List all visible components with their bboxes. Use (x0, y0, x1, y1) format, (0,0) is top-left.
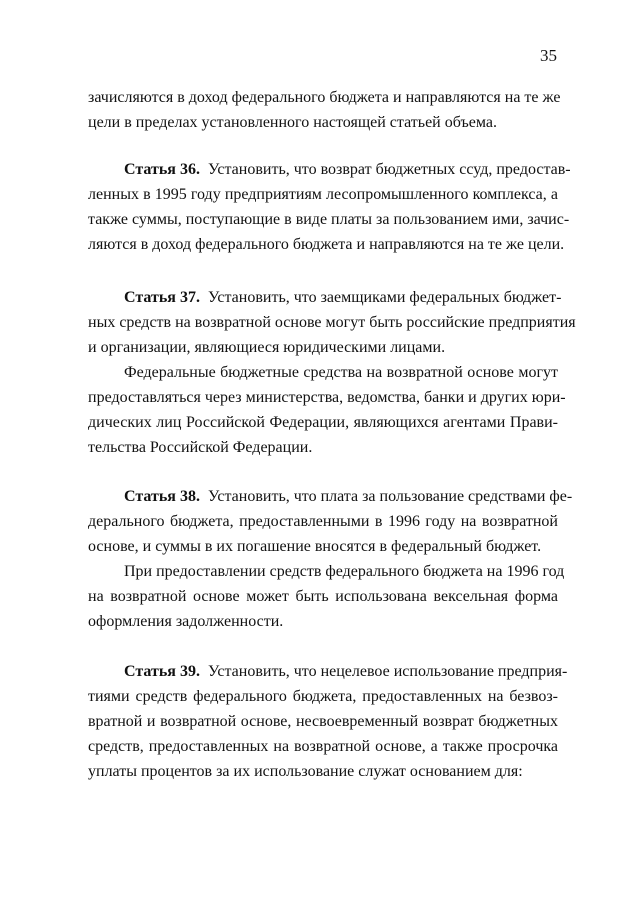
article-first-line (88, 157, 571, 182)
text-line: дических лиц Российской Федерации, являющихся агентами Прави- (88, 414, 558, 431)
text-line: уплаты процентов за их использование служат основанием для: (88, 763, 523, 780)
text-fragment: Установить, что возврат бюджетных ссуд, предостав- (207, 161, 571, 178)
text-line: тиями средств федерального бюджета, предоставленных на безвоз- (88, 688, 558, 705)
article-first-line (88, 484, 573, 509)
article-39 (88, 659, 568, 784)
text-line: предоставляться через министерства, ведомства, банки и других юри- (88, 389, 566, 406)
text-line: ляются в доход федерального бюджета и направляются на те же цели. (88, 236, 565, 253)
text-line: также суммы, поступающие в виде платы за пользованием ими, зачис- (88, 211, 570, 228)
text-line: ных средств на возвратной основе могут быть российские предприятия (88, 314, 576, 331)
text-line: ленных в 1995 году предприятиям лесопромышленного комплекса, а (88, 186, 558, 203)
text-line: вратной и возвратной основе, несвоевременный возврат бюджетных (88, 713, 558, 730)
text-line: на возвратной основе может быть использована вексельная форма (88, 588, 558, 605)
article-heading: Статья 36. (124, 161, 200, 178)
text-fragment: Установить, что плата за пользование средствами фе- (207, 488, 573, 505)
text-line: Федеральные бюджетные средства на возвратной основе могут (124, 364, 558, 381)
continuation-paragraph (88, 85, 561, 135)
text-line: зачисляются в доход федерального бюджета и направляются на те же (88, 89, 561, 106)
article-first-line (88, 285, 562, 310)
text-fragment: Установить, что нецелевое использование предприя- (207, 663, 568, 680)
text-line: дерального бюджета, предоставленными в 1996 году на возвратной (88, 513, 558, 530)
article-heading: Статья 38. (124, 488, 200, 505)
article-37 (88, 285, 576, 460)
article-heading: Статья 39. (124, 663, 200, 680)
article-38 (88, 484, 573, 634)
text-line: оформления задолженности. (88, 613, 284, 630)
text-fragment: Установить, что заемщиками федеральных бюджет- (207, 289, 562, 306)
text-line: тельства Российской Федерации. (88, 439, 313, 456)
page-number: 35 (540, 46, 557, 65)
article-first-line (88, 659, 568, 684)
text-line: средств, предоставленных на возвратной основе, а также просрочка (88, 738, 558, 755)
text-line: и организации, являющиеся юридическими лицами. (88, 339, 446, 356)
article-heading: Статья 37. (124, 289, 200, 306)
article-36 (88, 157, 571, 257)
text-line: При предоставлении средств федерального бюджета на 1996 год (124, 563, 565, 580)
text-line: цели в пределах установленного настоящей статьей объема. (88, 114, 497, 131)
text-line: основе, и суммы в их погашение вносятся в федеральный бюджет. (88, 538, 542, 555)
